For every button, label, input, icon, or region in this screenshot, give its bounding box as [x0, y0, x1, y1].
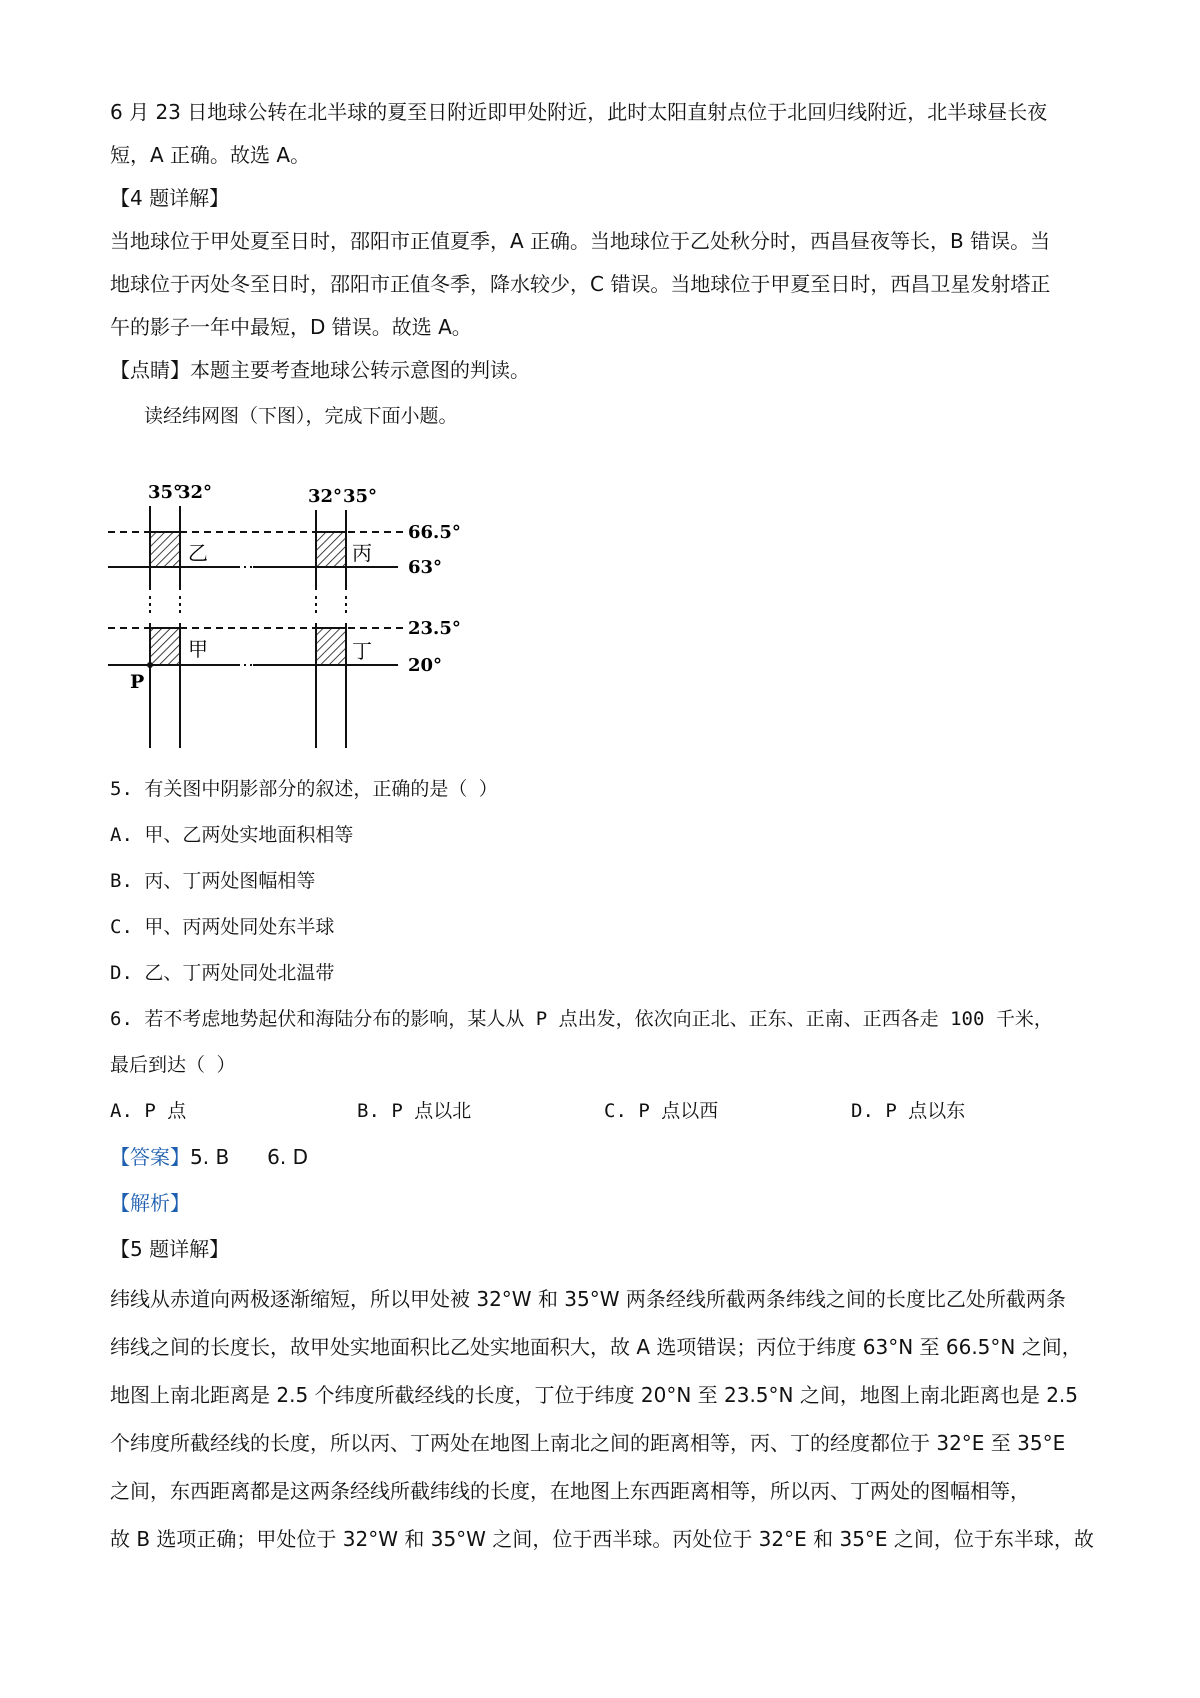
- shaded-cell-jia: [150, 628, 180, 665]
- paragraph-line: 短，A 正确。故选 A。: [110, 143, 311, 167]
- explanation-line: 之间，东西距离都是这两条经线所截纬线的长度，在地图上东西距离相等，所以丙、丁两处的图幅相等，: [110, 1479, 1030, 1503]
- lon-label: 35°: [148, 482, 183, 503]
- answer-5: 5. B: [190, 1145, 230, 1169]
- lon-label: 35°: [343, 486, 378, 507]
- explanation-line: 纬线从赤道向两极逐渐缩短，所以甲处被 32°W 和 35°W 两条经线所截两条纬线之间的长度比乙处所截两条: [110, 1287, 1066, 1311]
- answer-line: [110, 1145, 308, 1169]
- shaded-cell-ding: [316, 628, 346, 665]
- point-p-label: P: [130, 671, 145, 693]
- option-c: C. P 点以西: [604, 1100, 719, 1122]
- dianjing-note: 【点睛】本题主要考查地球公转示意图的判读。: [110, 358, 530, 382]
- section-heading: 【4 题详解】: [110, 186, 230, 210]
- region-label: 甲: [188, 637, 208, 661]
- option-b: B. P 点以北: [357, 1100, 472, 1122]
- paragraph-line: 地球位于丙处冬至日时，邵阳市正值冬季，降水较少，C 错误。当地球位于甲夏至日时，西昌卫星发射塔正: [110, 272, 1051, 296]
- explanation-line: 纬线之间的长度长，故甲处实地面积比乙处实地面积大，故 A 选项错误；丙位于纬度 63°N 至 66.5°N 之间，: [110, 1335, 1082, 1359]
- lon-label: 32°: [178, 482, 213, 503]
- answer-6: 6. D: [267, 1145, 309, 1169]
- figure-intro: 读经纬网图（下图），完成下面小题。: [144, 405, 458, 427]
- lat-label: 66.5°: [408, 522, 461, 543]
- explanation-line: 故 B 选项正确；甲处位于 32°W 和 35°W 之间，位于西半球。丙处位于 32°E 和 35°E 之间，位于东半球，故: [110, 1527, 1094, 1551]
- region-label: 丙: [352, 541, 372, 565]
- paragraph-line: 6 月 23 日地球公转在北半球的夏至日附近即甲处附近，此时太阳直射点位于北回归线附近，北半球昼长夜: [110, 100, 1048, 124]
- point-p-marker: [147, 662, 153, 668]
- lat-label: 63°: [408, 557, 443, 578]
- lat-label: 23.5°: [408, 618, 461, 639]
- explanation-line: 个纬度所截经线的长度，所以丙、丁两处在地图上南北之间的距离相等，丙、丁的经度都位于 32°E 至 35°E: [110, 1431, 1066, 1455]
- option-a: A. 甲、乙两处实地面积相等: [110, 824, 354, 846]
- section-heading: 【5 题详解】: [110, 1237, 230, 1261]
- option-a: A. P 点: [110, 1100, 187, 1122]
- explanation-line: 地图上南北距离是 2.5 个纬度所截经线的长度，丁位于纬度 20°N 至 23.5°N 之间，地图上南北距离也是 2.5: [110, 1383, 1079, 1407]
- option-c: C. 甲、丙两处同处东半球: [110, 916, 335, 938]
- paragraph-line: 当地球位于甲处夏至日时，邵阳市正值夏季，A 正确。当地球位于乙处秋分时，西昌昼夜等长，B 错误。当: [110, 229, 1051, 253]
- option-d: D. 乙、丁两处同处北温带: [110, 962, 335, 984]
- region-label: 丁: [352, 639, 372, 663]
- lat-lon-grid-figure: [108, 478, 498, 753]
- question-stem: 最后到达（ ）: [110, 1054, 236, 1076]
- answer-label: 【答案】: [110, 1145, 190, 1169]
- question-stem: 6. 若不考虑地势起伏和海陆分布的影响，某人从 P 点出发，依次向正北、正东、正南、正西各走 100 千米，: [110, 1008, 1053, 1030]
- analysis-label: 【解析】: [110, 1191, 190, 1215]
- lon-label: 32°: [308, 486, 343, 507]
- lat-label: 20°: [408, 655, 443, 676]
- option-b: B. 丙、丁两处图幅相等: [110, 870, 316, 892]
- region-label: 乙: [188, 541, 208, 565]
- shaded-cell-bing: [316, 532, 346, 567]
- shaded-cell-yi: [150, 532, 180, 567]
- option-d: D. P 点以东: [851, 1100, 966, 1122]
- question-stem: 5. 有关图中阴影部分的叙述，正确的是（ ）: [110, 778, 498, 800]
- paragraph-line: 午的影子一年中最短，D 错误。故选 A。: [110, 315, 472, 339]
